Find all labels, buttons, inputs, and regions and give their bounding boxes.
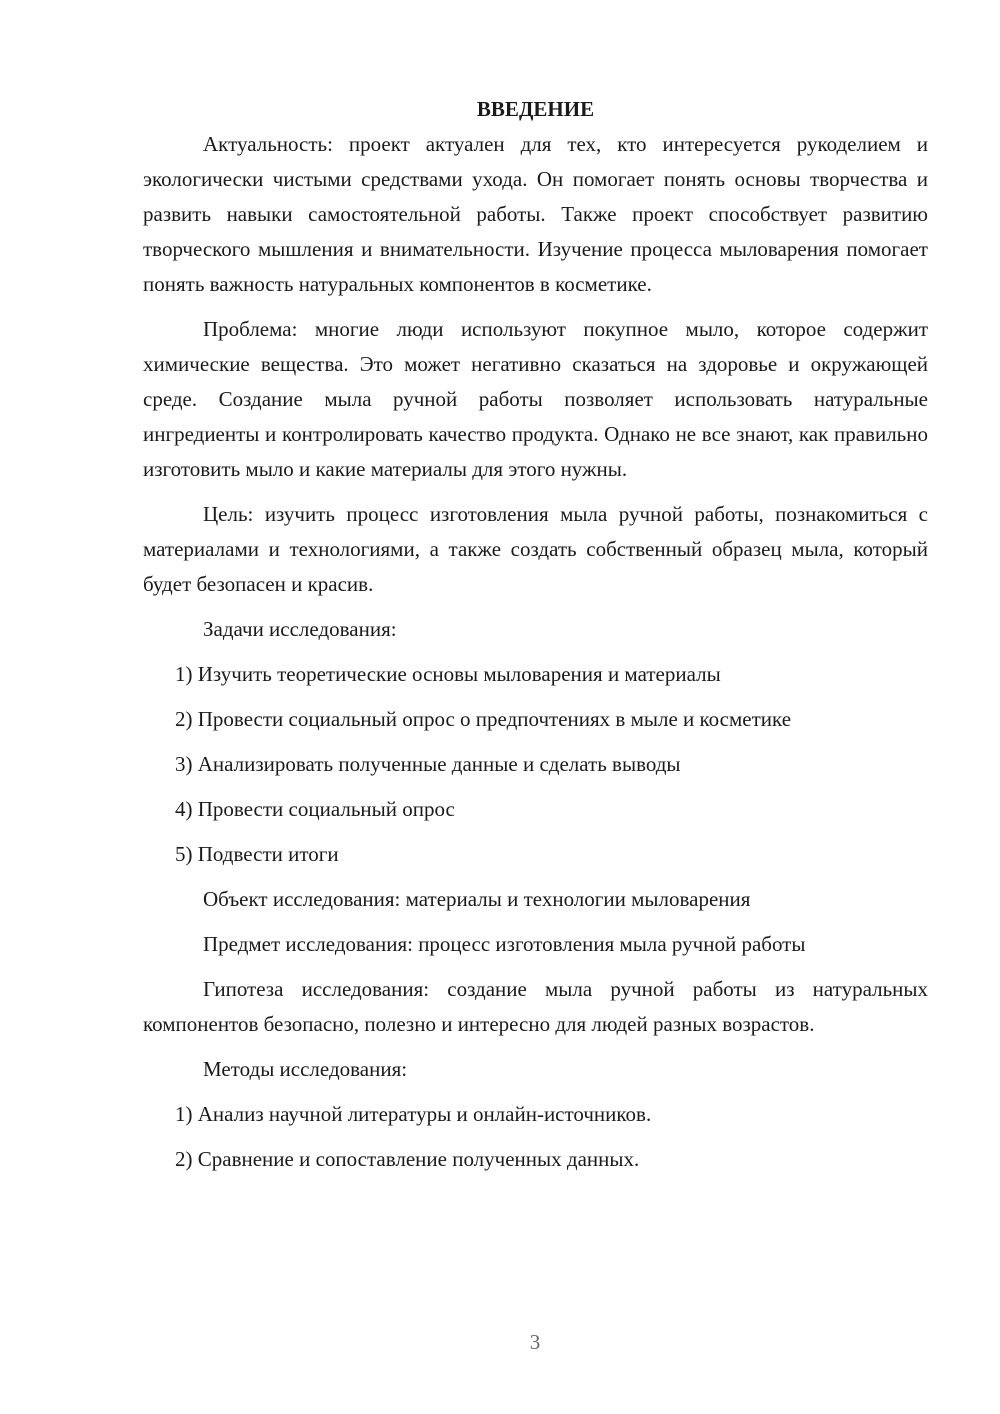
method-item-2: 2) Сравнение и сопоставление полученных данных.: [175, 1147, 640, 1171]
task-item-2: 2) Провести социальный опрос о предпочтениях в мыле и косметике: [175, 707, 792, 731]
tasks-heading: Задачи исследования:: [203, 617, 397, 641]
task-item-1: 1) Изучить теоретические основы мыловарения и материалы: [175, 662, 721, 686]
task-item-5: 5) Подвести итоги: [175, 842, 339, 866]
paragraph-goal: Цель: изучить процесс изготовления мыла ручной работы, познакомиться с материалами и технологиями, а также создать собственный образец мыла, который будет безопасен и красив.: [143, 502, 928, 596]
research-subject: Предмет исследования: процесс изготовления мыла ручной работы: [203, 932, 806, 956]
page-number: 3: [529, 1330, 541, 1354]
methods-list: [143, 1097, 928, 1177]
tasks-list: [143, 657, 928, 872]
task-item-4: 4) Провести социальный опрос: [175, 797, 455, 821]
task-item-3: 3) Анализировать полученные данные и сделать выводы: [175, 752, 681, 776]
paragraph-relevance: Актуальность: проект актуален для тех, кто интересуется рукоделием и экологически чистыми средствами ухода. Он помогает понять основы творчества и развить навыки самостоятельной работы. Также проект способствует развитию творческого мышления и внимательности. Изучение процесса мыловарения помогает понять важность натуральных компонентов в косметике.: [143, 132, 928, 296]
section-title: ВВЕДЕНИЕ: [476, 97, 595, 121]
research-object: Объект исследования: материалы и технологии мыловарения: [203, 887, 751, 911]
method-item-1: 1) Анализ научной литературы и онлайн-источников.: [175, 1102, 652, 1126]
paragraph-problem: Проблема: многие люди используют покупное мыло, которое содержит химические вещества. Это может негативно сказаться на здоровье и окружающей среде. Создание мыла ручной работы позволяет использовать натуральные ингредиенты и контролировать качество продукта. Однако не все знают, как правильно изготовить мыло и какие материалы для этого нужны.: [143, 317, 928, 481]
paragraph-hypothesis: Гипотеза исследования: создание мыла ручной работы из натуральных компонентов безопасно, полезно и интересно для людей разных возрастов.: [143, 977, 928, 1036]
document-page: [143, 92, 928, 1187]
methods-heading: Методы исследования:: [203, 1057, 408, 1081]
